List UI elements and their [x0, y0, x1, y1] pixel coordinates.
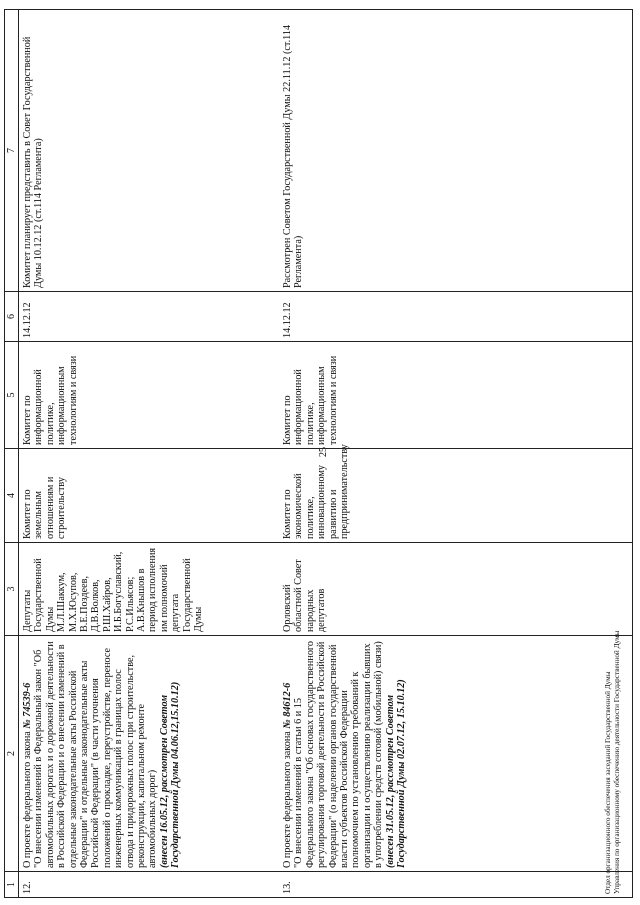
bills-table	[4, 9, 633, 898]
column-header: 6	[5, 292, 19, 342]
law-title-prefix: О проекте федерального закона	[282, 728, 293, 868]
status: Комитет планирует представить в Совет Государственной Думы 10.12.12 (ст.114 Регламента)	[19, 10, 281, 292]
date: 14.12.12	[19, 292, 281, 342]
law-note: (внесен 16.05.12, рассмотрен Советом Государственной Думы 04.06.12,15.10.12)	[158, 681, 182, 868]
law-body: "О внесении изменений в Федеральный закон "Об автомобильных дорогах и о дорожной деятельности в Российской Федерации и о внесении изменений в отдельные законодательные акты Российской Федерации" и отдельные законодательные акты Российской Федерации" (в части уточнения положений о прокладке, переустройстве, переносе инженерных коммуникаций в границах полос отвода и придорожных полос при строительстве, реконструкции, капитальном ремонте автомобильных дорог)	[33, 641, 159, 868]
row-number: 13.	[280, 872, 633, 898]
law-description	[280, 636, 633, 872]
column-header: 2	[5, 636, 19, 872]
status: Рассмотрен Советом Государственной Думы 22.11.12 (ст.114 Регламента)	[280, 10, 633, 292]
co-executor-committee: Комитет по информационной политике, информационным технологиям и связи	[280, 342, 633, 449]
rotated-page-content	[4, 10, 636, 898]
responsible-committee: Комитет по экономической политике, инновационному развитию и предпринимательству	[280, 449, 633, 543]
row-number: 12.	[19, 872, 281, 898]
date: 14.12.12	[280, 292, 633, 342]
column-header: 5	[5, 342, 19, 449]
page-number: 25	[318, 447, 329, 457]
table-row	[19, 10, 281, 898]
initiator: Депутаты Государственной Думы М.Л.Шаккум, М.Х.Юсупов, В.Е.Поздеев, Д.В.Волков, Р.Ш.Хайров, И.Б.Богуславский, Р.С.Ильясов; А.В.Кнышов в период исполнения им полномочий депутата Государственной Думы	[19, 543, 281, 636]
law-body: "О внесении изменений в статьи 6 и 15 Федерального закона "Об основах государственного регулирования торговой деятельности в Российской Федерации" (о наделении органов государственной власти субъектов Российской Федерации полномочием по установлению требований к организации и осуществлению реализации бывших в употреблении средств сотовой (мобильной) связи)	[293, 641, 385, 868]
law-description	[19, 636, 281, 872]
law-number: № 74539-6	[22, 682, 33, 729]
law-note: (внесен 31.05.12, рассмотрен Советом Государственной Думы 02.07.12, 15.10.12)	[384, 679, 408, 868]
law-number: № 84612-6	[282, 682, 293, 729]
column-header: 1	[5, 872, 19, 898]
table-row	[280, 10, 633, 898]
footer-line: Отдел организационного обеспечения заседаний Государственной Думы	[604, 671, 612, 894]
table-header-row	[5, 10, 19, 898]
responsible-committee: Комитет по земельным отношениям и строительству	[19, 449, 281, 543]
co-executor-committee: Комитет по информационной политике, информационным технологиям и связи	[19, 342, 281, 449]
footer-line: Управления по организационному обеспечению деятельности Государственной Думы	[613, 630, 621, 894]
footer	[604, 631, 622, 894]
initiator: Орловский областной Совет народных депутатов	[280, 543, 633, 636]
column-header: 4	[5, 449, 19, 543]
column-header: 3	[5, 543, 19, 636]
law-title-prefix: О проекте федерального закона	[22, 728, 33, 868]
column-header: 7	[5, 10, 19, 292]
